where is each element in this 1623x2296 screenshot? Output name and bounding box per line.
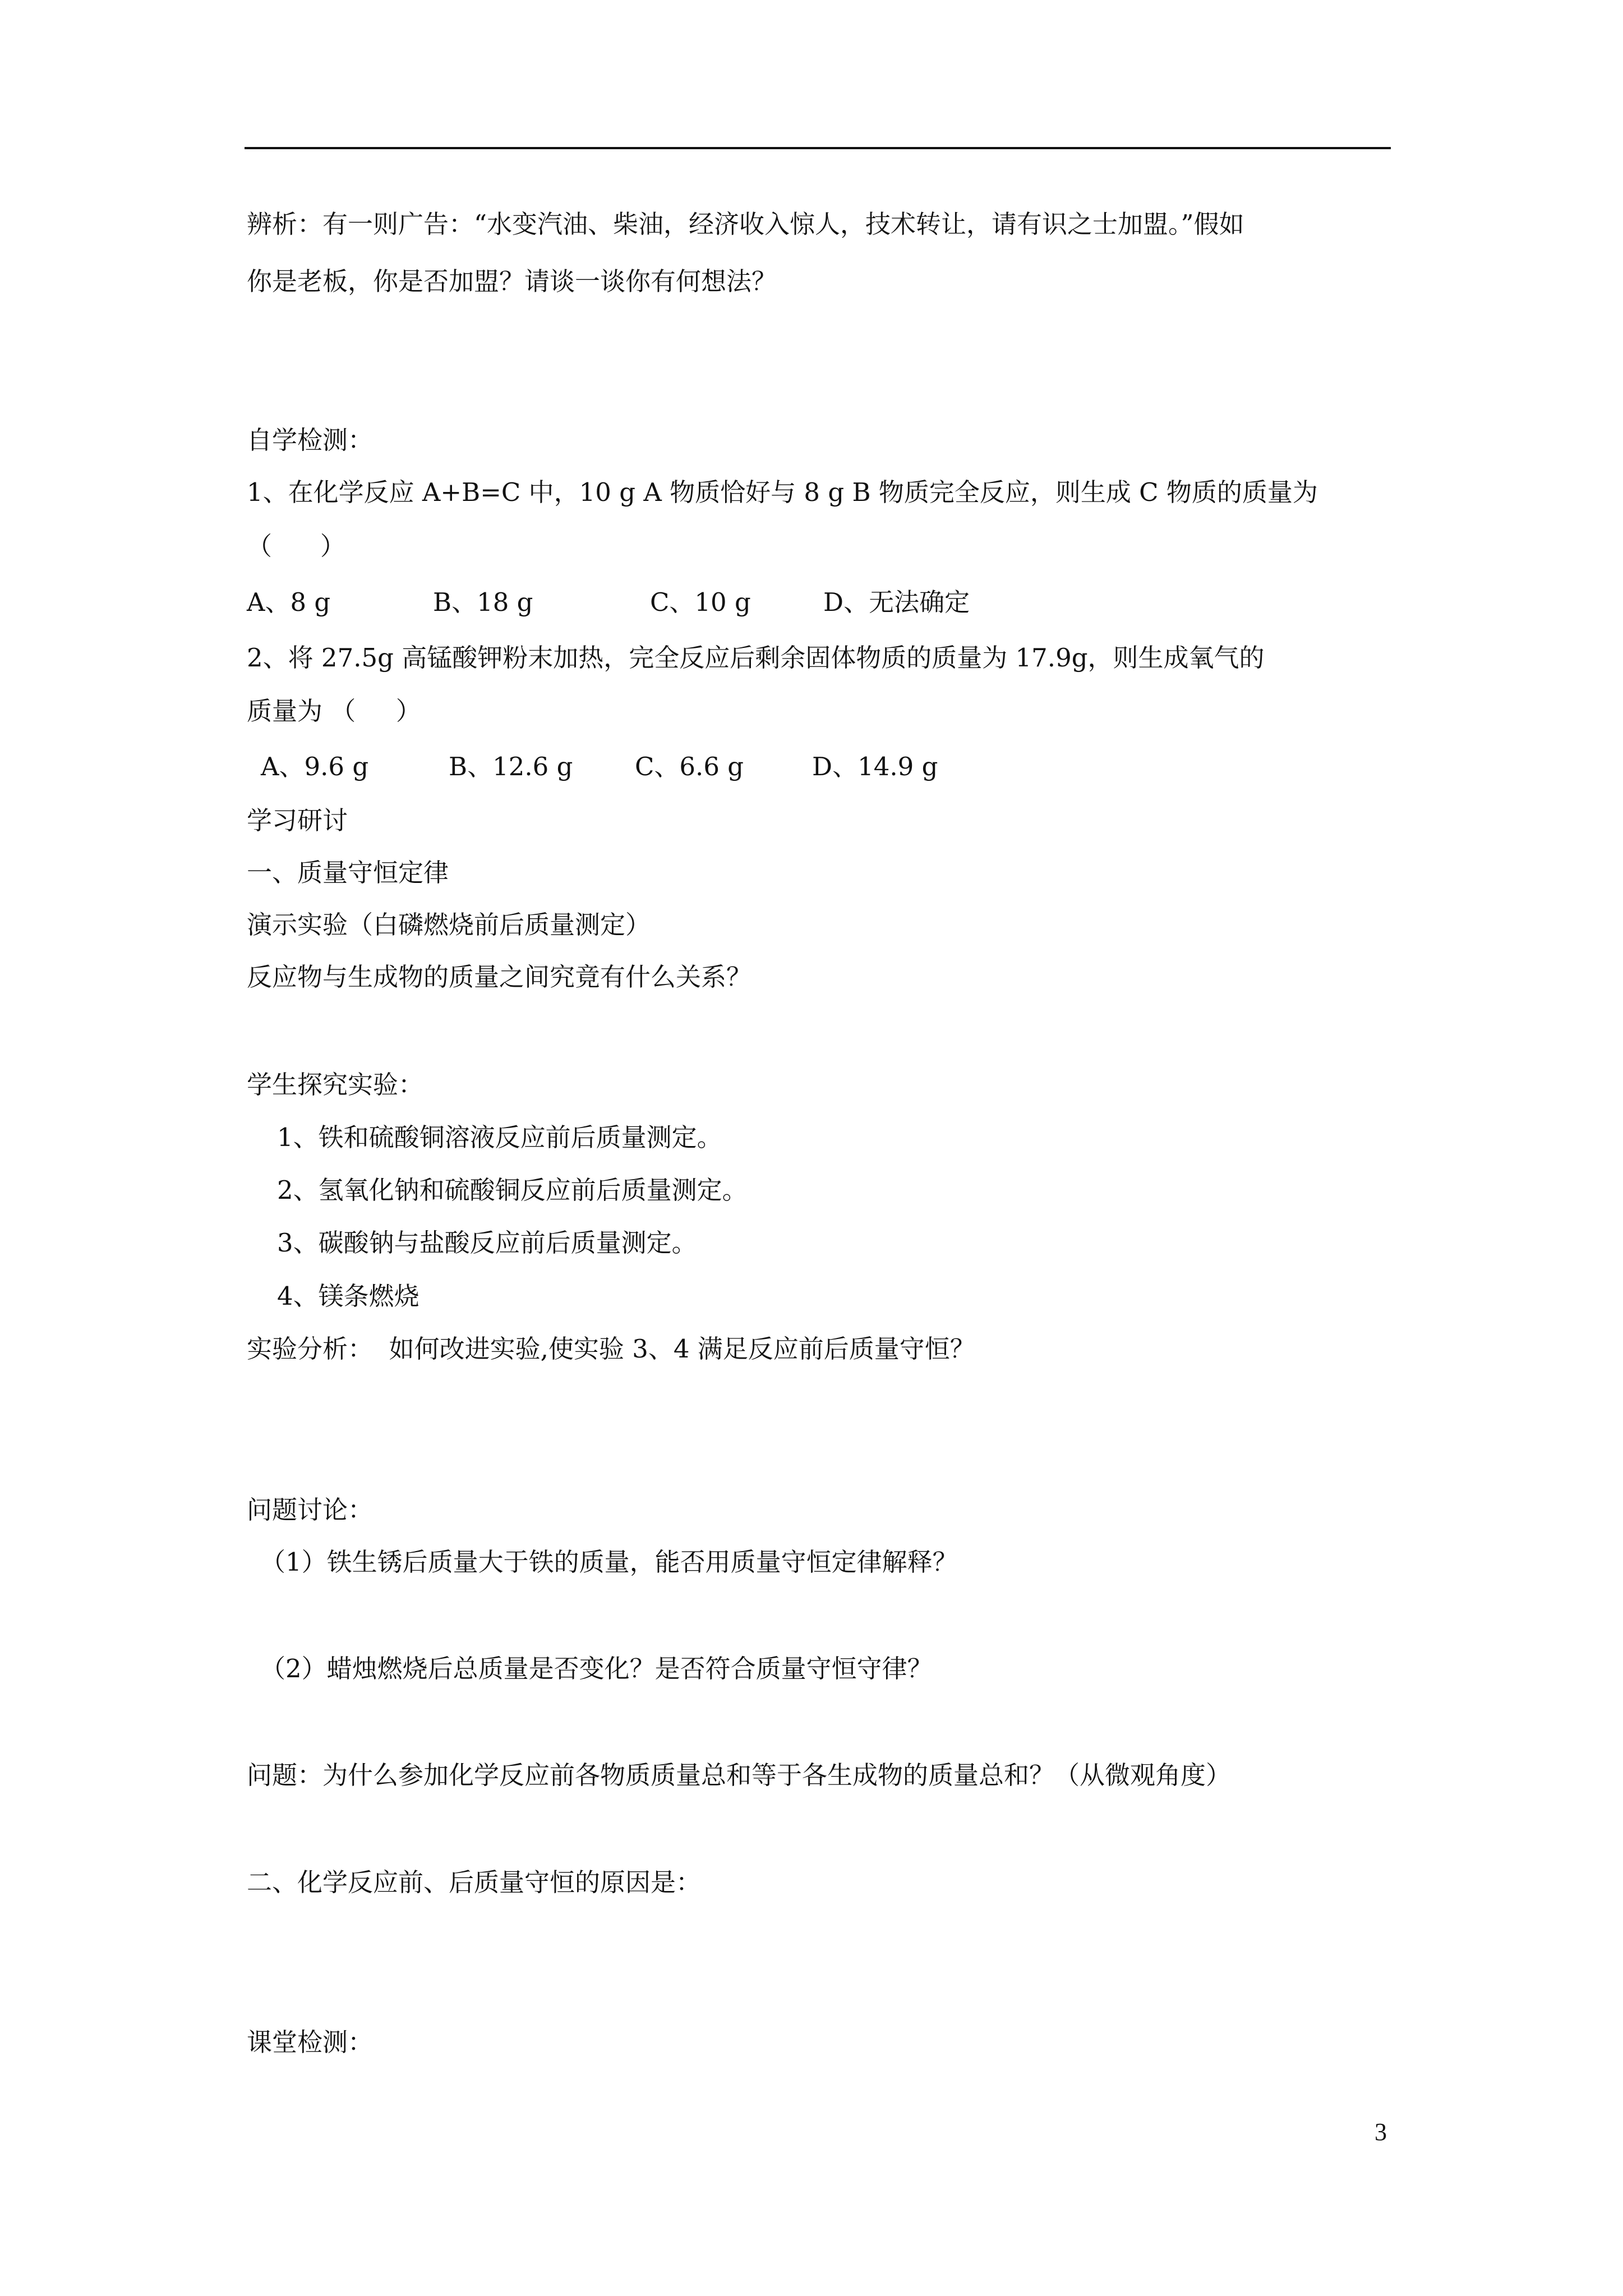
q2-stem-line-2: 质量为 （ ） bbox=[247, 696, 421, 726]
demo-experiment: 演示实验（白磷燃烧前后质量测定） bbox=[247, 910, 651, 940]
q2-stem-line-1: 2、将 27.5g 高锰酸钾粉末加热，完全反应后剩余固体物质的质量为 17.9g，则生成氧气的 bbox=[247, 643, 1265, 673]
mass-relation-question: 反应物与生成物的质量之间究竟有什么关系？ bbox=[247, 962, 752, 992]
q2-option-b: B、12.6 g bbox=[449, 752, 573, 781]
study-heading: 学习研讨 bbox=[247, 806, 348, 835]
experiment-item-2: 2、氢氧化钠和硫酸铜反应前后质量测定。 bbox=[277, 1175, 748, 1205]
q1-option-d: D、无法确定 bbox=[823, 587, 970, 617]
q2-option-d: D、14.9 g bbox=[812, 752, 938, 781]
experiment-analysis: 实验分析： 如何改进实验,使实验 3、4 满足反应前后质量守恒？ bbox=[247, 1334, 975, 1364]
micro-view-question: 问题：为什么参加化学反应前各物质质量总和等于各生成物的质量总和？（从微观角度） bbox=[247, 1760, 1232, 1790]
experiment-item-1: 1、铁和硫酸铜溶液反应前后质量测定。 bbox=[277, 1122, 722, 1152]
q1-option-b: B、18 g bbox=[433, 587, 533, 617]
discussion-item-2: （2）蜡烛燃烧后总质量是否变化？是否符合质量守恒守律？ bbox=[260, 1654, 933, 1683]
analysis-line-1: 辨析：有一则广告：“水变汽油、柴油，经济收入惊人，技术转让，请有识之士加盟。”假如 bbox=[247, 209, 1244, 239]
q1-option-a: A、8 g bbox=[247, 587, 331, 617]
student-experiment-heading: 学生探究实验： bbox=[247, 1070, 424, 1099]
q2-option-c: C、6.6 g bbox=[635, 752, 744, 781]
experiment-item-3: 3、碳酸钠与盐酸反应前后质量测定。 bbox=[277, 1228, 697, 1258]
class-check-heading: 课堂检测： bbox=[247, 2027, 374, 2057]
discussion-heading: 问题讨论： bbox=[247, 1495, 374, 1525]
header-rule bbox=[245, 147, 1391, 149]
q1-stem-line-1: 1、在化学反应 A+B=C 中，10 g A 物质恰好与 8 g B 物质完全反应，则生成 C 物质的质量为 bbox=[247, 477, 1318, 507]
self-check-heading: 自学检测： bbox=[247, 425, 374, 455]
section1-title: 一、质量守恒定律 bbox=[247, 858, 449, 887]
discussion-item-1: （1）铁生锈后质量大于铁的质量，能否用质量守恒定律解释？ bbox=[260, 1547, 958, 1577]
q1-option-c: C、10 g bbox=[650, 587, 751, 617]
page-number: 3 bbox=[1375, 2118, 1387, 2146]
q2-option-a: A、9.6 g bbox=[261, 752, 369, 781]
q1-stem-line-2: （ ） bbox=[247, 531, 345, 561]
section2-title: 二、化学反应前、后质量守恒的原因是： bbox=[247, 1867, 702, 1897]
analysis-line-2: 你是老板，你是否加盟？请谈一谈你有何想法？ bbox=[247, 266, 777, 296]
experiment-item-4: 4、镁条燃烧 bbox=[277, 1281, 419, 1311]
